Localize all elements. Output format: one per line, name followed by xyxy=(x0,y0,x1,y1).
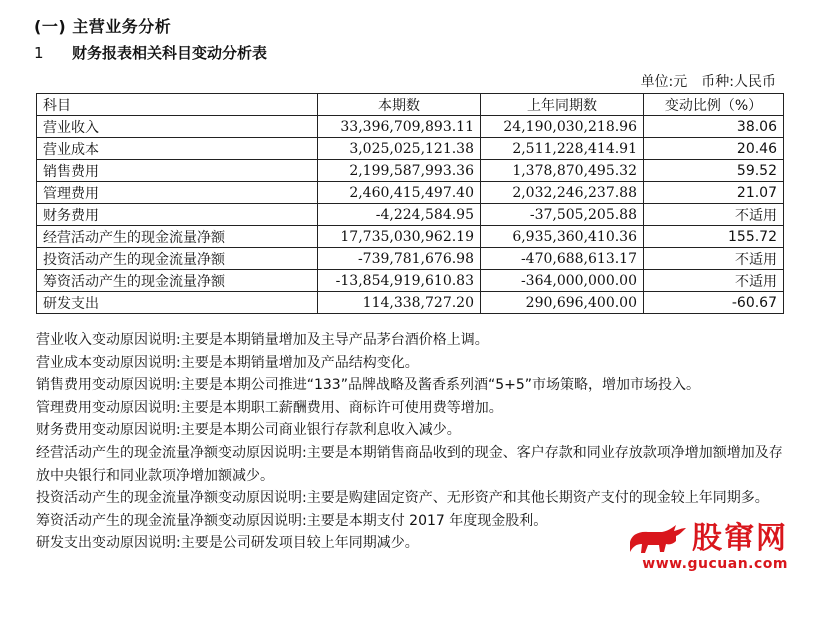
table-row xyxy=(37,160,784,182)
watermark-url[interactable]: www.gucuan.com xyxy=(642,556,788,572)
note-paragraph: 筹资活动产生的现金流量净额变动原因说明:主要是本期支付 2017 年度现金股利。 xyxy=(36,512,548,529)
table-row xyxy=(37,270,784,292)
table-row xyxy=(37,292,784,314)
row-current: -739,781,676.98 xyxy=(318,248,481,270)
row-prior: -364,000,000.00 xyxy=(481,270,644,292)
row-current: 2,460,415,497.40 xyxy=(318,182,481,204)
note-paragraph: 营业收入变动原因说明:主要是本期销量增加及主导产品茅台酒价格上调。 xyxy=(36,332,489,348)
row-ratio: -60.67 xyxy=(644,292,784,314)
header-change-ratio: 变动比例（%） xyxy=(644,94,784,116)
row-item: 财务费用 xyxy=(37,204,318,226)
row-current: -4,224,584.95 xyxy=(318,204,481,226)
watermark-logo-text: 股窜网 xyxy=(692,521,788,556)
row-ratio: 21.07 xyxy=(644,182,784,204)
row-item: 筹资活动产生的现金流量净额 xyxy=(37,270,318,292)
note-paragraph: 经营活动产生的现金流量净额变动原因说明:主要是本期销售商品收到的现金、客户存款和同业存放款项净增加额增加及存放中央银行和同业款项净增加额减少。 xyxy=(36,444,783,484)
header-item: 科目 xyxy=(37,94,318,116)
row-item: 经营活动产生的现金流量净额 xyxy=(37,226,318,248)
note-paragraph: 财务费用变动原因说明:主要是本期公司商业银行存款利息收入减少。 xyxy=(36,422,461,439)
currency-label: 币种:人民币 xyxy=(701,74,776,90)
row-prior: 2,032,246,237.88 xyxy=(481,182,644,204)
table-title xyxy=(34,42,267,63)
row-ratio: 155.72 xyxy=(644,226,784,248)
row-prior: 6,935,360,410.36 xyxy=(481,226,644,248)
section-title: (一) 主营业务分析 xyxy=(34,17,172,36)
table-row xyxy=(37,138,784,160)
financial-change-table xyxy=(36,93,784,314)
note-paragraph: 管理费用变动原因说明:主要是本期职工薪酬费用、商标许可使用费等增加。 xyxy=(36,399,503,416)
row-prior: 24,190,030,218.96 xyxy=(481,116,644,138)
row-ratio: 38.06 xyxy=(644,116,784,138)
row-item: 营业成本 xyxy=(37,138,318,160)
bull-icon xyxy=(626,522,688,556)
row-current: 17,735,030,962.19 xyxy=(318,226,481,248)
unit-line xyxy=(641,71,776,91)
note-paragraph: 销售费用变动原因说明:主要是本期公司推进“133”品牌战略及酱香系列酒“5+5”市场策略，增加市场投入。 xyxy=(36,377,700,394)
row-prior: -470,688,613.17 xyxy=(481,248,644,270)
table-row xyxy=(37,248,784,270)
row-prior: 2,511,228,414.91 xyxy=(481,138,644,160)
watermark-logo-row xyxy=(626,522,788,556)
row-current: 2,199,587,993.36 xyxy=(318,160,481,182)
row-current: -13,854,919,610.83 xyxy=(318,270,481,292)
table-row xyxy=(37,116,784,138)
table-row xyxy=(37,204,784,226)
row-ratio: 不适用 xyxy=(644,248,784,270)
row-current: 33,396,709,893.11 xyxy=(318,116,481,138)
row-item: 投资活动产生的现金流量净额 xyxy=(37,248,318,270)
row-current: 3,025,025,121.38 xyxy=(318,138,481,160)
row-item: 营业收入 xyxy=(37,116,318,138)
table-row xyxy=(37,182,784,204)
row-item: 管理费用 xyxy=(37,182,318,204)
table-header-row xyxy=(37,94,784,116)
row-prior: 1,378,870,495.32 xyxy=(481,160,644,182)
unit-label: 单位:元 xyxy=(640,74,688,90)
note-paragraph: 研发支出变动原因说明:主要是公司研发项目较上年同期减少。 xyxy=(36,535,419,552)
row-current: 114,338,727.20 xyxy=(318,292,481,314)
table-title-text: 财务报表相关科目变动分析表 xyxy=(72,44,268,62)
row-prior: 290,696,400.00 xyxy=(481,292,644,314)
row-item: 销售费用 xyxy=(37,160,318,182)
row-ratio: 20.46 xyxy=(644,138,784,160)
table-number: 1 xyxy=(34,44,44,62)
note-paragraph: 营业成本变动原因说明:主要是本期销量增加及产品结构变化。 xyxy=(36,354,419,371)
note-paragraph: 投资活动产生的现金流量净额变动原因说明:主要是购建固定资产、无形资产和其他长期资产支付的现金较上年同期多。 xyxy=(36,490,769,507)
row-prior: -37,505,205.88 xyxy=(481,204,644,226)
header-current-period: 本期数 xyxy=(318,94,481,116)
row-ratio: 59.52 xyxy=(644,160,784,182)
row-ratio: 不适用 xyxy=(644,204,784,226)
row-ratio: 不适用 xyxy=(644,270,784,292)
site-watermark xyxy=(588,522,788,574)
header-prior-period: 上年同期数 xyxy=(481,94,644,116)
row-item: 研发支出 xyxy=(37,292,318,314)
table-row xyxy=(37,226,784,248)
